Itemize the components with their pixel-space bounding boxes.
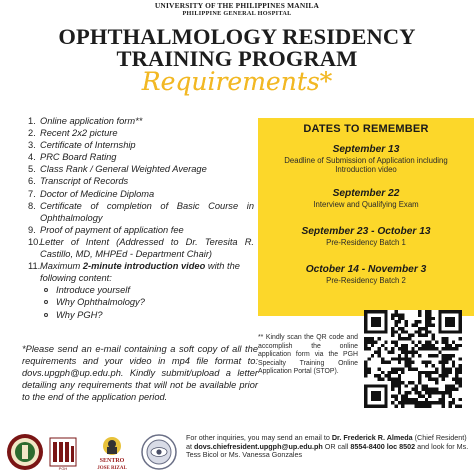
contact-info	[186, 434, 471, 460]
requirement-item	[30, 260, 254, 320]
date-label: September 23 - October 13	[301, 226, 431, 237]
up-seal-icon	[7, 434, 43, 470]
video-content-text: Why Ophthalmology?	[56, 297, 145, 308]
bullet-icon	[44, 313, 48, 317]
hospital-name: PHILIPPINE GENERAL HOSPITAL	[182, 10, 292, 17]
date-item	[258, 144, 474, 175]
qr-code-icon[interactable]	[364, 310, 462, 408]
requirement-item	[30, 175, 254, 187]
req11-post: with the following content:	[40, 261, 240, 284]
requirement-item	[30, 200, 254, 224]
requirement-number: 3.	[28, 140, 36, 151]
date-label: September 13	[332, 144, 400, 155]
requirement-number: 6.	[28, 176, 36, 187]
requirement-number: 9.	[28, 224, 36, 235]
bullet-icon	[44, 300, 48, 304]
pgh-logo-text: PGH	[58, 466, 68, 471]
requirement-text: Proof of payment of application fee	[40, 224, 184, 235]
date-item	[258, 264, 474, 285]
requirement-text: Doctor of Medicine Diploma	[40, 188, 155, 199]
contact-text: For other inquiries, you may send an email to	[186, 433, 332, 442]
date-event: Deadline of Submission of Application including Introduction video	[284, 156, 448, 175]
requirement-text: Certificate of Internship	[40, 140, 136, 151]
dates-box	[258, 118, 474, 316]
contact-text: and look for Ms. Tess Bicol or Ms. Vanessa Gonzales	[186, 441, 469, 460]
title-line-1: OPHTHALMOLOGY RESIDENCY	[58, 24, 416, 49]
video-content-text: Introduce yourself	[56, 285, 130, 296]
date-label: September 22	[332, 188, 400, 199]
email-note: *Please send an e-mail containing a soft copy of all the requirements and your video in mp4 file format to: dovs.upgph@up.edu.ph. Kindly submit/upload a letter detailing any requirements that will not be available prior to the end of the application period.	[22, 344, 258, 403]
dates-heading: DATES TO REMEMBER	[303, 123, 429, 135]
requirement-item	[30, 224, 254, 236]
video-content-item	[40, 309, 254, 321]
contact-text: (Chief Resident) at	[186, 433, 467, 451]
requirement-item	[30, 163, 254, 175]
contact-text: OR call	[322, 441, 351, 451]
university-name: UNIVERSITY OF THE PHILIPPINES MANILA	[154, 1, 320, 10]
requirement-text: PRC Board Rating	[40, 152, 117, 163]
bullet-icon	[44, 288, 48, 292]
requirement-number: 5.	[28, 164, 36, 175]
req11-pre: Maximum	[40, 261, 83, 272]
requirement-item	[30, 139, 254, 151]
date-item	[258, 226, 474, 247]
date-event: Pre-Residency Batch 1	[326, 238, 406, 247]
sentro-text: SENTRO	[99, 458, 125, 464]
ophthalmology-seal-icon	[142, 435, 176, 469]
requirement-number: 8.	[28, 200, 36, 211]
requirement-text: Online application form**	[40, 116, 143, 126]
requirement-text: Recent 2x2 picture	[40, 128, 118, 139]
requirement-text	[40, 260, 254, 284]
requirement-text: Letter of Intent (Addressed to Dr. Teresita R. Castillo, MD, MHPEd - Department Chair)	[40, 236, 254, 260]
pgh-logo-icon	[50, 438, 76, 471]
date-label: October 14 - November 3	[305, 264, 427, 275]
logos-row	[6, 432, 186, 472]
video-content-item	[40, 296, 254, 308]
requirement-item	[30, 151, 254, 163]
requirement-text: Certificate of completion of Basic Course in Ophthalmology	[40, 200, 254, 223]
requirements-heading: Requirements*	[141, 67, 333, 96]
requirement-item	[30, 188, 254, 200]
contact-email-link[interactable]: dovs.chiefresident.upgph@up.edu.ph	[194, 441, 323, 451]
requirements-list	[30, 115, 254, 321]
contact-phone: 8554-8400 loc 8502	[350, 441, 416, 451]
requirement-number: 7.	[28, 188, 36, 199]
video-content-item	[40, 284, 254, 296]
requirement-item	[30, 236, 254, 260]
requirement-number: 2.	[28, 128, 36, 139]
date-item	[258, 188, 474, 209]
video-content-text: Why PGH?	[56, 309, 103, 320]
requirement-text: Class Rank / General Weighted Average	[40, 164, 207, 175]
date-event: Pre-Residency Batch 2	[326, 276, 406, 285]
req11-bold: 2-minute introduction video	[82, 261, 206, 272]
requirement-item	[30, 115, 254, 127]
requirement-item	[30, 127, 254, 139]
jose-rizal-text: JOSE RIZAL	[97, 466, 127, 471]
date-event: Interview and Qualifying Exam	[313, 200, 419, 209]
requirement-number: 1.	[28, 116, 36, 126]
title-line-2: TRAINING PROGRAM	[116, 46, 358, 71]
requirement-number: 11.	[28, 261, 41, 272]
requirement-number: 4.	[28, 152, 36, 163]
sentro-jose-rizal-logo-icon	[97, 437, 127, 471]
video-content-list	[40, 284, 254, 320]
header	[0, 2, 474, 70]
contact-name: Dr. Frederick R. Almeda	[331, 433, 413, 442]
requirement-number: 10.	[28, 236, 41, 247]
requirement-text: Transcript of Records	[40, 176, 129, 187]
qr-note: ** Kindly scan the QR code and accomplish the online application form via the PGH Specialty Training Online Application Portal (STOP).	[258, 334, 358, 376]
